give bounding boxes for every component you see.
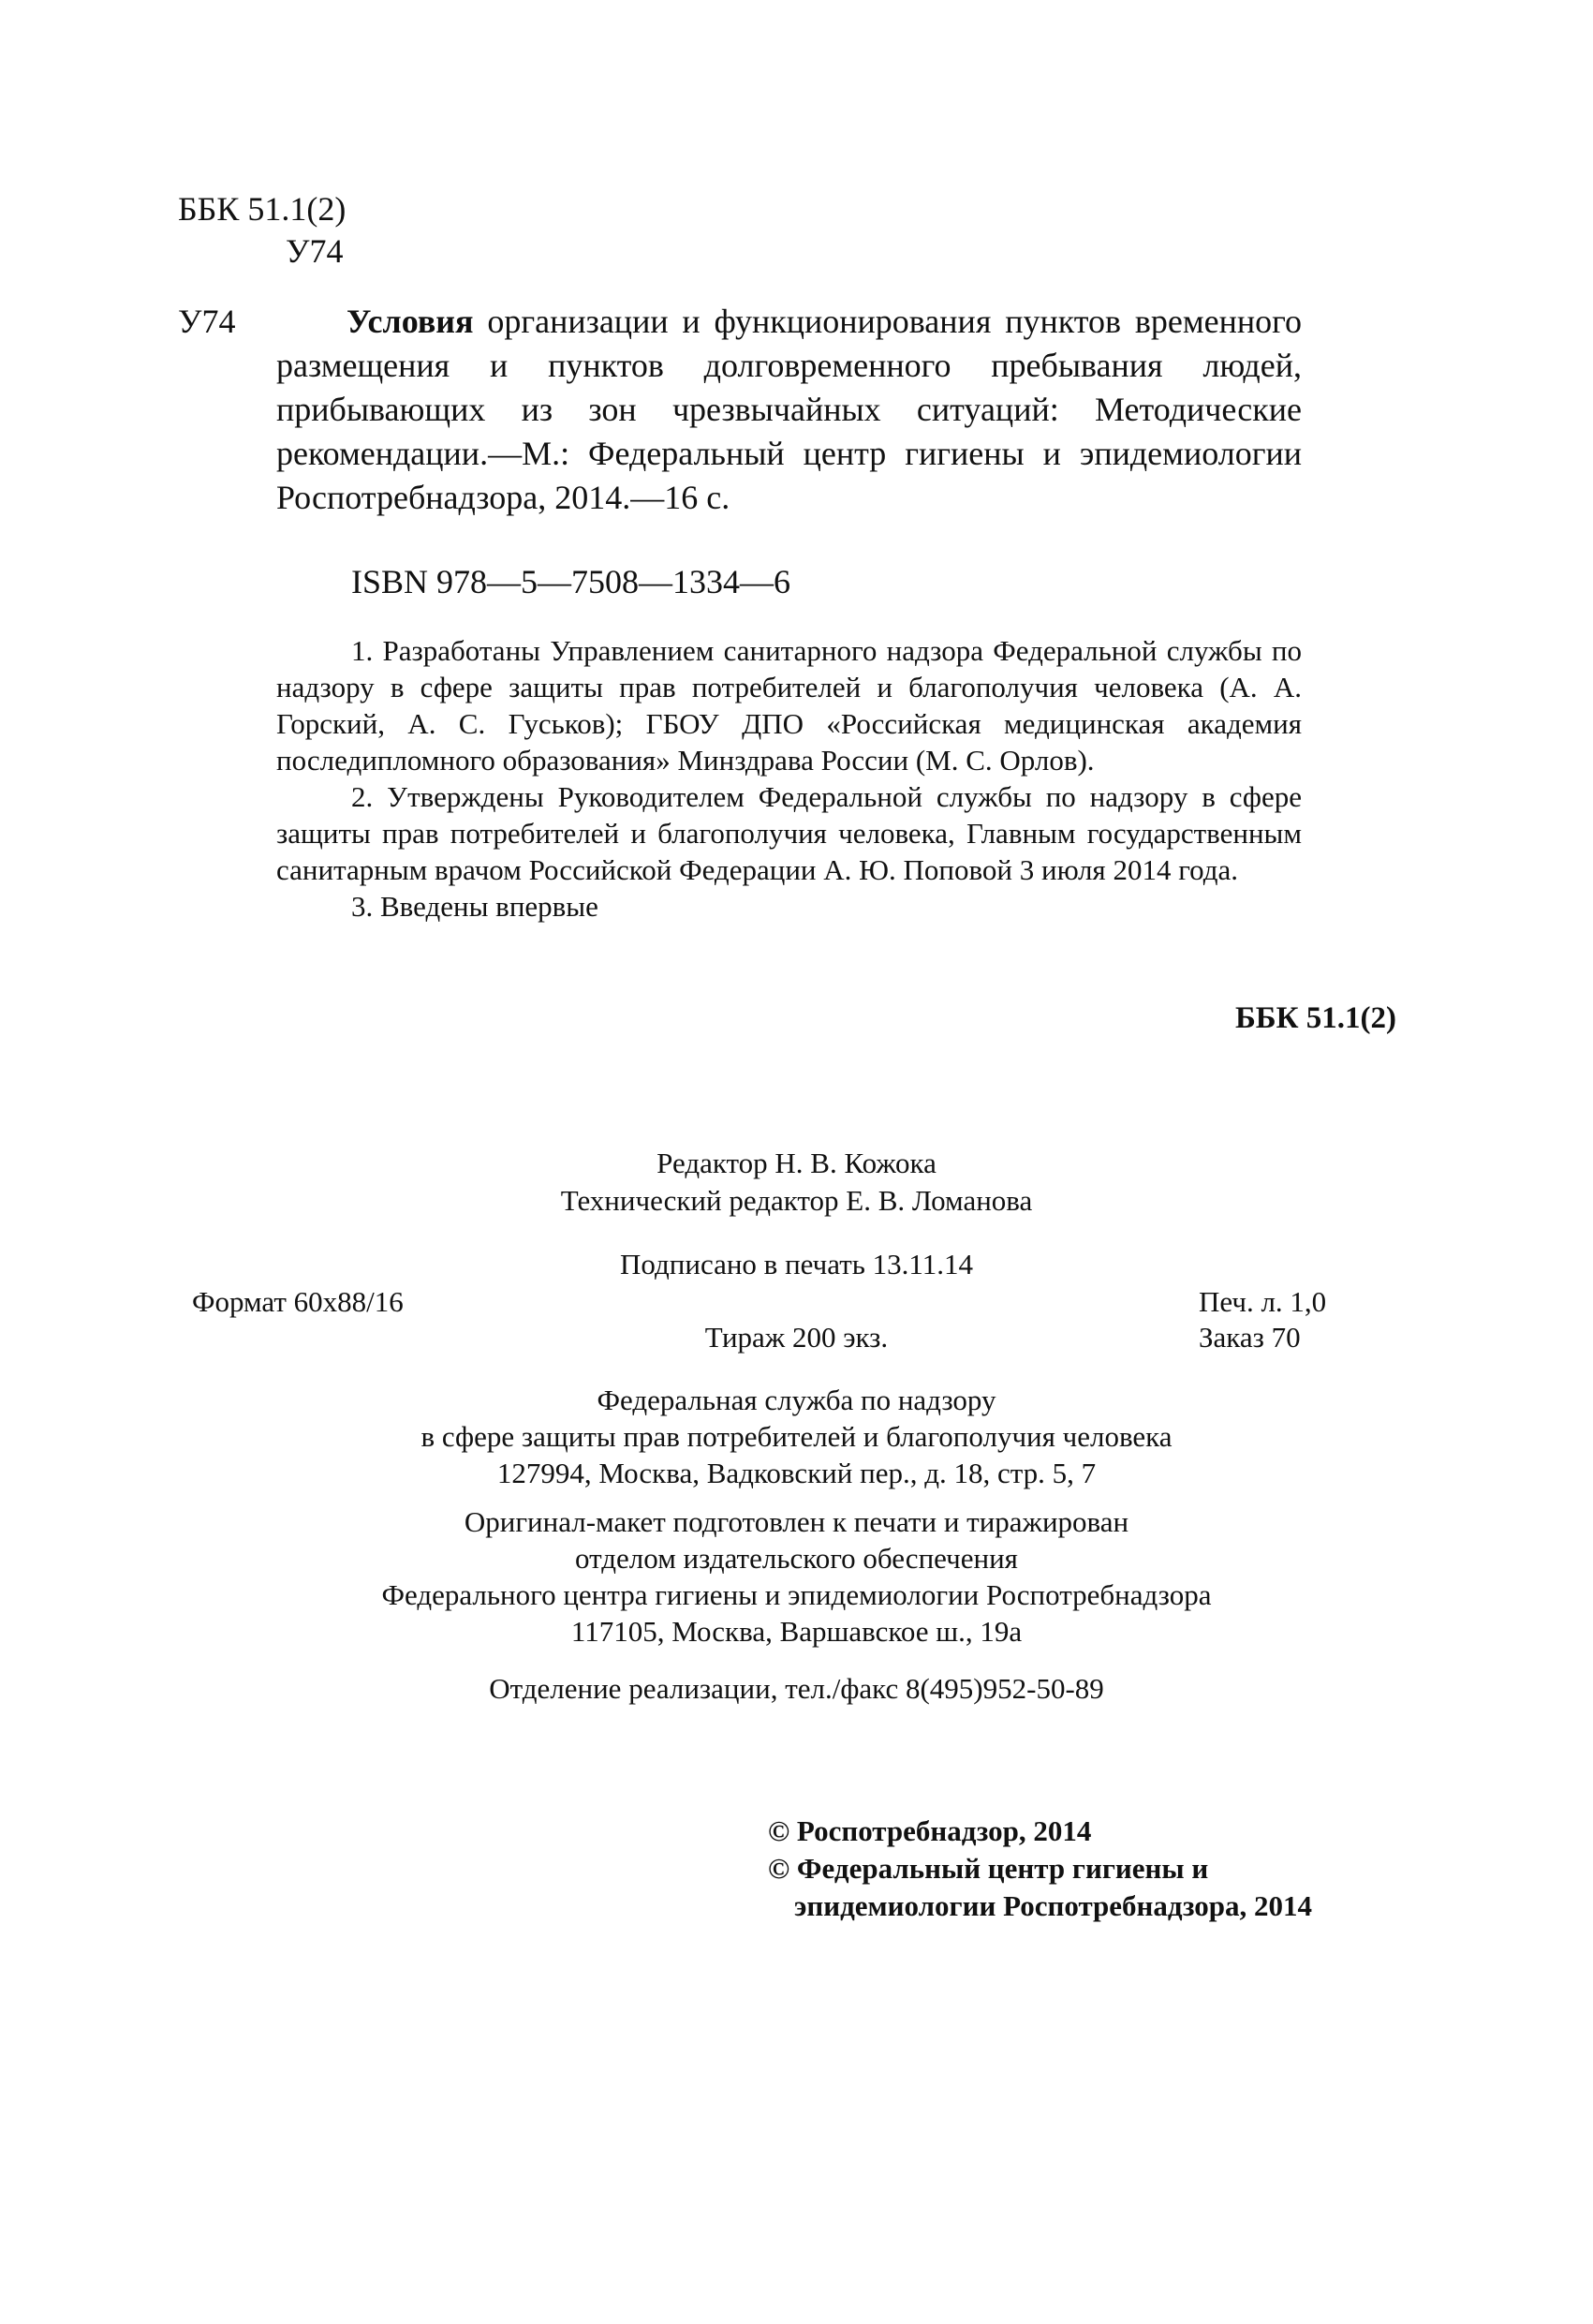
isbn: ISBN 978—5—7508—1334—6: [351, 563, 791, 600]
catalog-title-word: Условия: [347, 303, 474, 340]
layout-line-2: отделом издательского обеспечения: [575, 1542, 1018, 1575]
layout-line-3: Федерального центра гигиены и эпидемиологии Роспотребнадзора: [381, 1578, 1212, 1611]
catalog-description-text: организации и функционирования пунктов временного размещения и пунктов долговременного пребывания людей, прибывающих из зон чрезвычайных ситуаций: Методические рекомендации.—М.: Федеральный центр гигиены и эпидемиологии Роспотребнадзора, 2014.—16 с.: [276, 303, 1302, 516]
layout-prepared-block: [0, 1503, 1593, 1650]
author-mark: У74: [286, 232, 344, 270]
layout-address: 117105, Москва, Варшавское ш., 19а: [570, 1615, 1023, 1648]
catalog-mark: У74: [178, 303, 236, 340]
note-3: 3. Введены впервые: [351, 890, 598, 923]
tech-editor: Технический редактор Е. В. Ломанова: [560, 1184, 1033, 1217]
catalog-description: [276, 300, 1302, 520]
bbk-code-footer: ББК 51.1(2): [1234, 1001, 1396, 1035]
notes-block: [276, 632, 1302, 925]
order-number: Заказ 70: [1199, 1321, 1301, 1354]
bbk-code-header: ББК 51.1(2): [178, 190, 347, 228]
editor: Редактор Н. В. Кожока: [656, 1147, 937, 1179]
publisher-address: 127994, Москва, Вадковский пер., д. 18, стр. 5, 7: [496, 1457, 1097, 1489]
note-1: 1. Разработаны Управлением санитарного надзора Федеральной службы по надзору в сфере защиты прав потребителей и благополучия человека (А. А. Горский, А. С. Гуськов); ГБОУ ДПО «Российская медицинская академия последипломного образования» Минздрава России (М. С. Орлов).: [276, 634, 1302, 777]
copyright-line-3: эпидемиологии Роспотребнадзора, 2014: [794, 1889, 1312, 1922]
copyright-line-1: © Роспотребнадзор, 2014: [768, 1814, 1092, 1847]
layout-line-1: Оригинал-макет подготовлен к печати и тиражирован: [464, 1505, 1129, 1538]
sales-contact: Отделение реализации, тел./факс 8(495)952-50-89: [489, 1672, 1104, 1705]
signed-to-print: Подписано в печать 13.11.14: [620, 1248, 973, 1280]
publisher-line-2: в сфере защиты прав потребителей и благополучия человека: [420, 1420, 1173, 1453]
publisher-block: [0, 1382, 1593, 1491]
format: Формат 60x88/16: [192, 1285, 404, 1318]
note-2: 2. Утверждены Руководителем Федеральной службы по надзору в сфере защиты прав потребителей и благополучия человека, Главным государственным санитарным врачом Российской Федерации А. Ю. Поповой 3 июля 2014 года.: [276, 780, 1302, 886]
copyright-line-2: © Федеральный центр гигиены и: [768, 1852, 1209, 1885]
publisher-line-1: Федеральная служба по надзору: [597, 1384, 996, 1416]
circulation: Тираж 200 экз.: [704, 1321, 889, 1354]
print-sheets: Печ. л. 1,0: [1199, 1285, 1327, 1318]
